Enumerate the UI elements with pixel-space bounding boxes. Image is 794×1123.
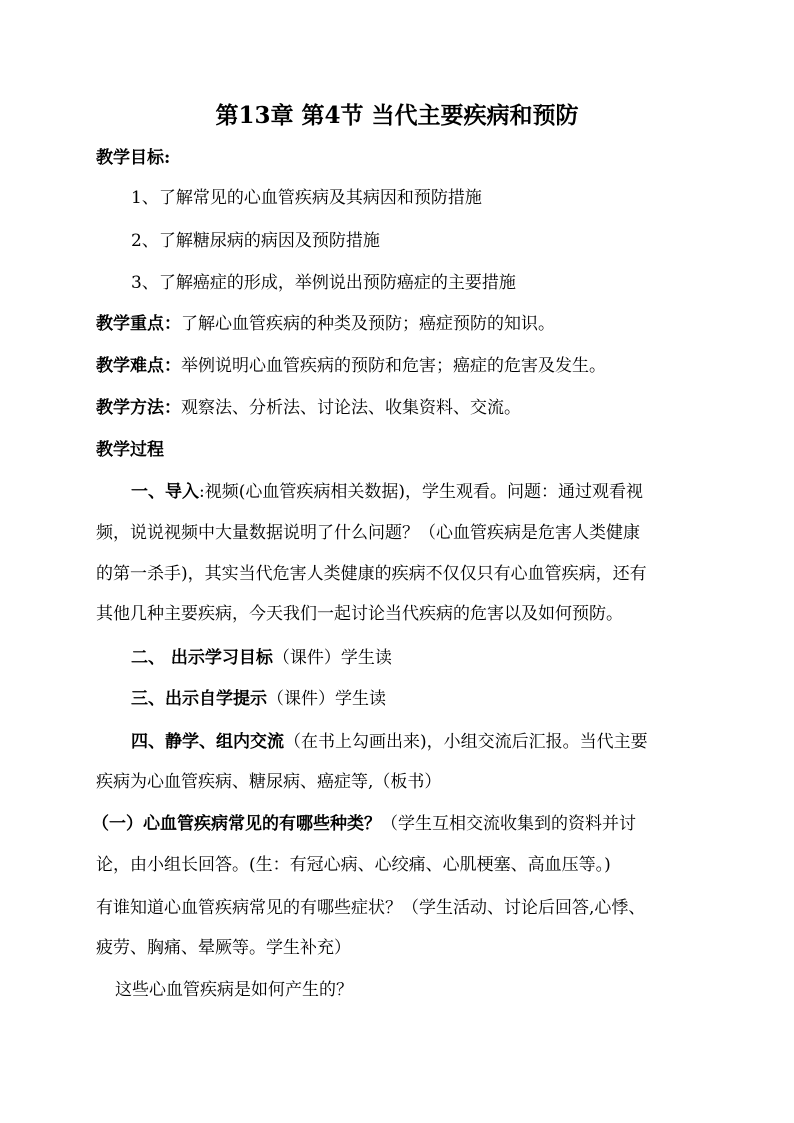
document-title: 第13章 第4节 当代主要疾病和预防 [215, 102, 579, 129]
key-points-text: 了解心血管疾病的种类及预防；癌症预防的知识。 [181, 314, 555, 334]
q1-label: （一）心血管疾病常见的有哪些种类？ [92, 814, 381, 834]
difficulties-line [96, 354, 606, 378]
objective-item-3: 3、了解癌症的形成，举例说出预防癌症的主要措施 [131, 273, 516, 293]
difficulties-label: 教学难点： [96, 356, 181, 376]
step2-label: 二、 出示学习目标 [131, 648, 273, 668]
step4-text-1: （在书上勾画出来)，小组交流后汇报。当代主要 [284, 732, 648, 752]
step4-line1 [131, 730, 648, 754]
step2-text: （课件）学生读 [272, 648, 392, 668]
q1-line2: 论，由小组长回答。(生：有冠心病、心绞痛、心肌梗塞、高血压等。) [96, 855, 611, 875]
objective-item-2: 2、了解糖尿病的病因及预防措施 [131, 231, 380, 251]
q1-text-1: （学生互相交流收集到的资料并讨 [381, 814, 636, 834]
step1-text-1: :视频(心血管疾病相关数据)，学生观看。问题：通过观看视 [199, 482, 643, 502]
process-heading: 教学过程 [96, 440, 164, 460]
step4-label: 四、静学、组内交流 [131, 732, 284, 752]
key-points-line [96, 312, 555, 336]
methods-text: 观察法、分析法、讨论法、收集资料、交流。 [181, 398, 521, 418]
q2-line2: 疲劳、胸痛、晕厥等。学生补充） [96, 938, 351, 958]
objectives-label: 教学目标: [96, 148, 171, 168]
step1-line4: 其他几种主要疾病，今天我们一起讨论当代疾病的危害以及如何预防。 [96, 604, 623, 624]
key-points-label: 教学重点： [96, 314, 181, 334]
step3-line [131, 687, 386, 711]
step3-text: （课件）学生读 [267, 689, 386, 709]
step4-line2: 疾病为心血管疾病、糖尿病、癌症等,（板书） [96, 772, 442, 792]
q1-line1 [92, 812, 636, 836]
methods-line [96, 396, 521, 420]
step1-line2: 频，说说视频中大量数据说明了什么问题？（心血管疾病是危害人类健康 [96, 523, 640, 543]
step1-line1 [131, 480, 643, 504]
step1-label: 一、导入 [131, 482, 199, 502]
objective-item-1: 1、了解常见的心血管疾病及其病因和预防措施 [131, 188, 482, 208]
q2-line1: 有谁知道心血管疾病常见的有哪些症状？（学生活动、讨论后回答,心悸、 [96, 898, 646, 918]
step3-label: 三、出示自学提示 [131, 689, 267, 709]
methods-label: 教学方法： [96, 398, 181, 418]
q3-line: 这些心血管疾病是如何产生的？ [115, 980, 353, 1000]
difficulties-text: 举例说明心血管疾病的预防和危害；癌症的危害及发生。 [181, 356, 606, 376]
step2-line [131, 646, 392, 670]
step1-line3: 的第一杀手)，其实当代危害人类健康的疾病不仅仅只有心血管疾病，还有 [96, 564, 647, 584]
